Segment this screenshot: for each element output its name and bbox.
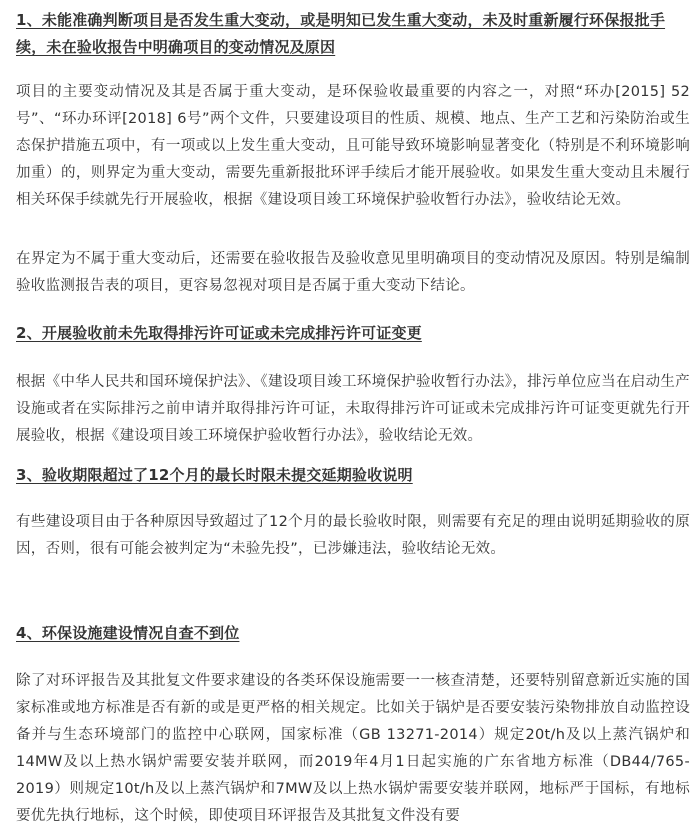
section-4-heading: 4、环保设施建设情况自查不到位 — [16, 624, 240, 642]
section-2-heading: 2、开展验收前未先取得排污许可证或未完成排污许可证变更 — [16, 324, 422, 342]
section-1-paragraph-1: 项目的主要变动情况及其是否属于重大变动，是环保验收最重要的内容之一，对照“环办[2015] 52号”、“环办环评[2018] 6号”两个文件，只要建设项目的性质、规模、地点、生产工艺和污染防治或生态保护措施五项中，有一项或以上发生重大变动，且可能导致环境影响显著变化（特别是不利环境影响加重）的，则界定为重大变动，需要先重新报批环评手续后才能开展验收。如果发生重大变动且未履行相关环保手续就先行开展验收，根据《建设项目竣工环境保护验收暂行办法》，验收结论无效。 — [16, 84, 690, 208]
section-2-paragraph-1: 根据《中华人民共和国环境保护法》、《建设项目竣工环境保护验收暂行办法》，排污单位应当在启动生产设施或者在实际排污之前申请并取得排污许可证，未取得排污许可证或未完成排污许可证变更就先行开展验收，根据《建设项目竣工环境保护验收暂行办法》，验收结论无效。 — [16, 374, 690, 444]
section-1-heading: 1、未能准确判断项目是否发生重大变动，或是明知已发生重大变动，未及时重新履行环保报批手续，未在验收报告中明确项目的变动情况及原因 — [16, 11, 666, 56]
section-1-paragraph-2: 在界定为不属于重大变动后，还需要在验收报告及验收意见里明确项目的变动情况及原因。特别是编制验收监测报告表的项目，更容易忽视对项目是否属于重大变动下结论。 — [16, 251, 690, 294]
section-3-heading: 3、验收期限超过了12个月的最长时限未提交延期验收说明 — [16, 466, 413, 484]
section-4-paragraph-1: 除了对环评报告及其批复文件要求建设的各类环保设施需要一一核查清楚，还要特别留意新近实施的国家标准或地方标准是否有新的或是更严格的相关规定。比如关于锅炉是否要安装污染物排放自动监控设备并与生态环境部门的监控中心联网，国家标准（GB 13271-2014）规定20t/h及以上蒸汽锅炉和14MW及以上热水锅炉需要安装并联网，而2019年4月1日起实施的广东省地方标准（DB44/765-2019）则规定10t/h及以上蒸汽锅炉和7MW及以上热水锅炉需要安装并联网，地标严于国标，有地标要优先执行地标，这个时候，即使项目环评报告及其批复文件没有要 — [16, 673, 690, 824]
section-3-paragraph-1: 有些建设项目由于各种原因导致超过了12个月的最长验收时限，则需要有充足的理由说明延期验收的原因，否则，很有可能会被判定为“未验先投”，已涉嫌违法，验收结论无效。 — [16, 514, 690, 557]
